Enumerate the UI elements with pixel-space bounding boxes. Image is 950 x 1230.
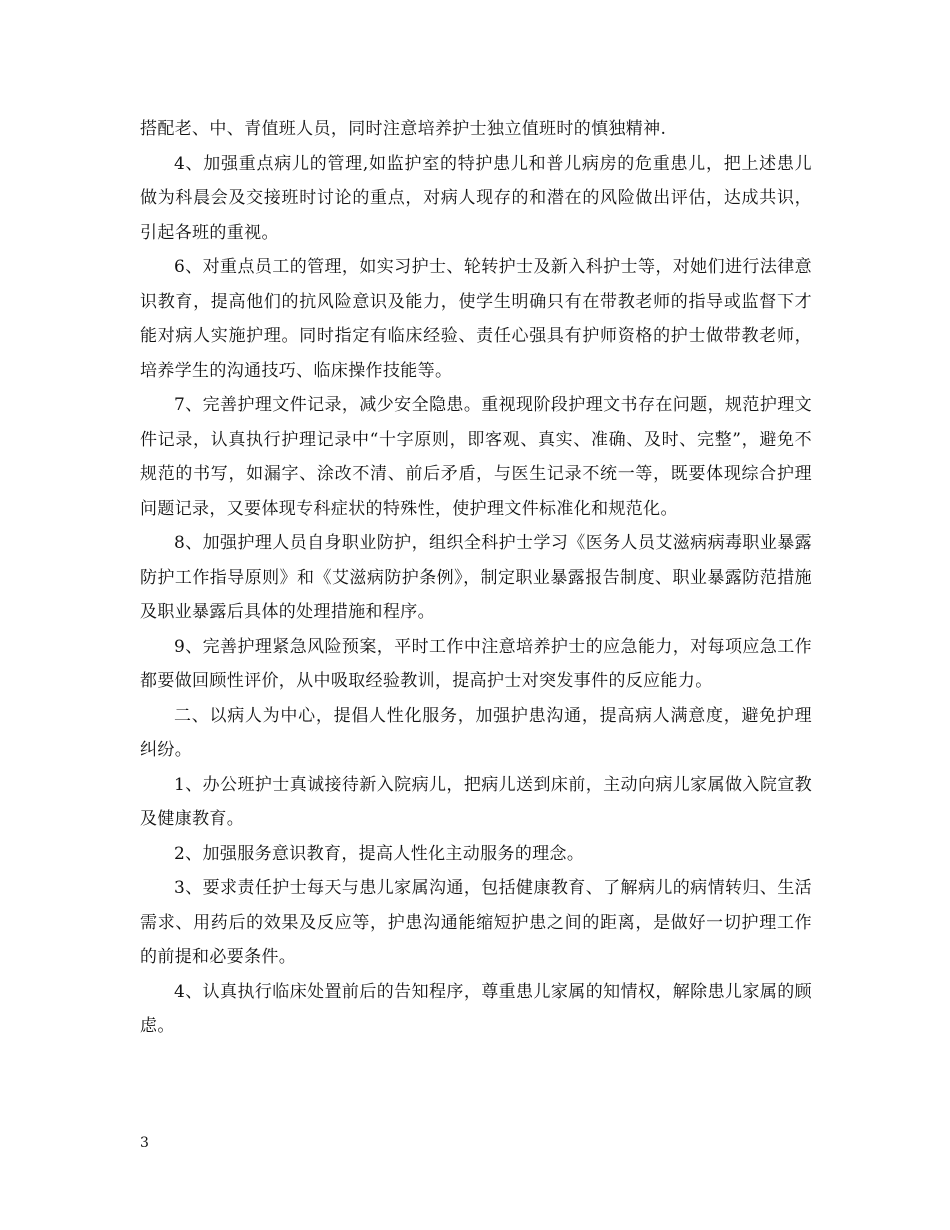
paragraph-item-3-communication: 3、要求责任护士每天与患儿家属沟通，包括健康教育、了解病儿的病情转归、生活需求、用药后的效果及反应等，护患沟通能缩短护患之间的距离，是做好一切护理工作的前提和必要条件。 bbox=[140, 878, 812, 967]
paragraph-item-6-key-staff: 6、对重点员工的管理，如实习护士、轮转护士及新入科护士等，对她们进行法律意识教育，提高他们的抗风险意识及能力，使学生明确只有在带教老师的指导或监督下才能对病人实施护理。同时指定有临床经验、责任心强具有护师资格的护士做带教老师，培养学生的沟通技巧、临床操作技能等。 bbox=[140, 257, 812, 381]
paragraph-continuation: 搭配老、中、青值班人员，同时注意培养护士独立值班时的慎独精神. bbox=[140, 119, 667, 139]
paragraph-section-2-heading: 二、以病人为中心，提倡人性化服务，加强护患沟通，提高病人满意度，避免护理纠纷。 bbox=[140, 705, 812, 760]
paragraph-item-7-nursing-records: 7、完善护理文件记录，减少安全隐患。重视现阶段护理文书存在问题，规范护理文件记录，认真执行护理记录中“十字原则，即客观、真实、准确、及时、完整”，避免不规范的书写，如漏字、涂改不清、前后矛盾，与医生记录不统一等，既要体现综合护理问题记录，又要体现专科症状的特殊性，使护理文件标准化和规范化。 bbox=[140, 395, 812, 519]
paragraph-item-4-key-patients: 4、加强重点病儿的管理,如监护室的特护患儿和普儿病房的危重患儿，把上述患儿做为科晨会及交接班时讨论的重点，对病人现存的和潜在的风险做出评估，达成共识，引起各班的重视。 bbox=[140, 153, 812, 243]
paragraph-item-9-emergency-plan: 9、完善护理紧急风险预案，平时工作中注意培养护士的应急能力，对每项应急工作都要做回顾性评价，从中吸取经验教训，提高护士对突发事件的反应能力。 bbox=[140, 636, 812, 691]
page-number: 3 bbox=[140, 1135, 149, 1151]
paragraph-item-8-occupational-protection: 8、加强护理人员自身职业防护，组织全科护士学习《医务人员艾滋病病毒职业暴露防护工作指导原则》和《艾滋病防护条例》，制定职业暴露报告制度、职业暴露防范措施及职业暴露后具体的处理措施和程序。 bbox=[140, 533, 812, 622]
paragraph-item-4-informed-consent: 4、认真执行临床处置前后的告知程序，尊重患儿家属的知情权，解除患儿家属的顾虑。 bbox=[140, 981, 812, 1036]
body-text bbox=[140, 112, 812, 1044]
paragraph-item-1-admission: 1、办公班护士真诚接待新入院病儿，把病儿送到床前，主动向病儿家属做入院宣教及健康教育。 bbox=[140, 774, 812, 829]
paragraph-item-2-service-awareness: 2、加强服务意识教育，提高人性化主动服务的理念。 bbox=[174, 843, 585, 864]
